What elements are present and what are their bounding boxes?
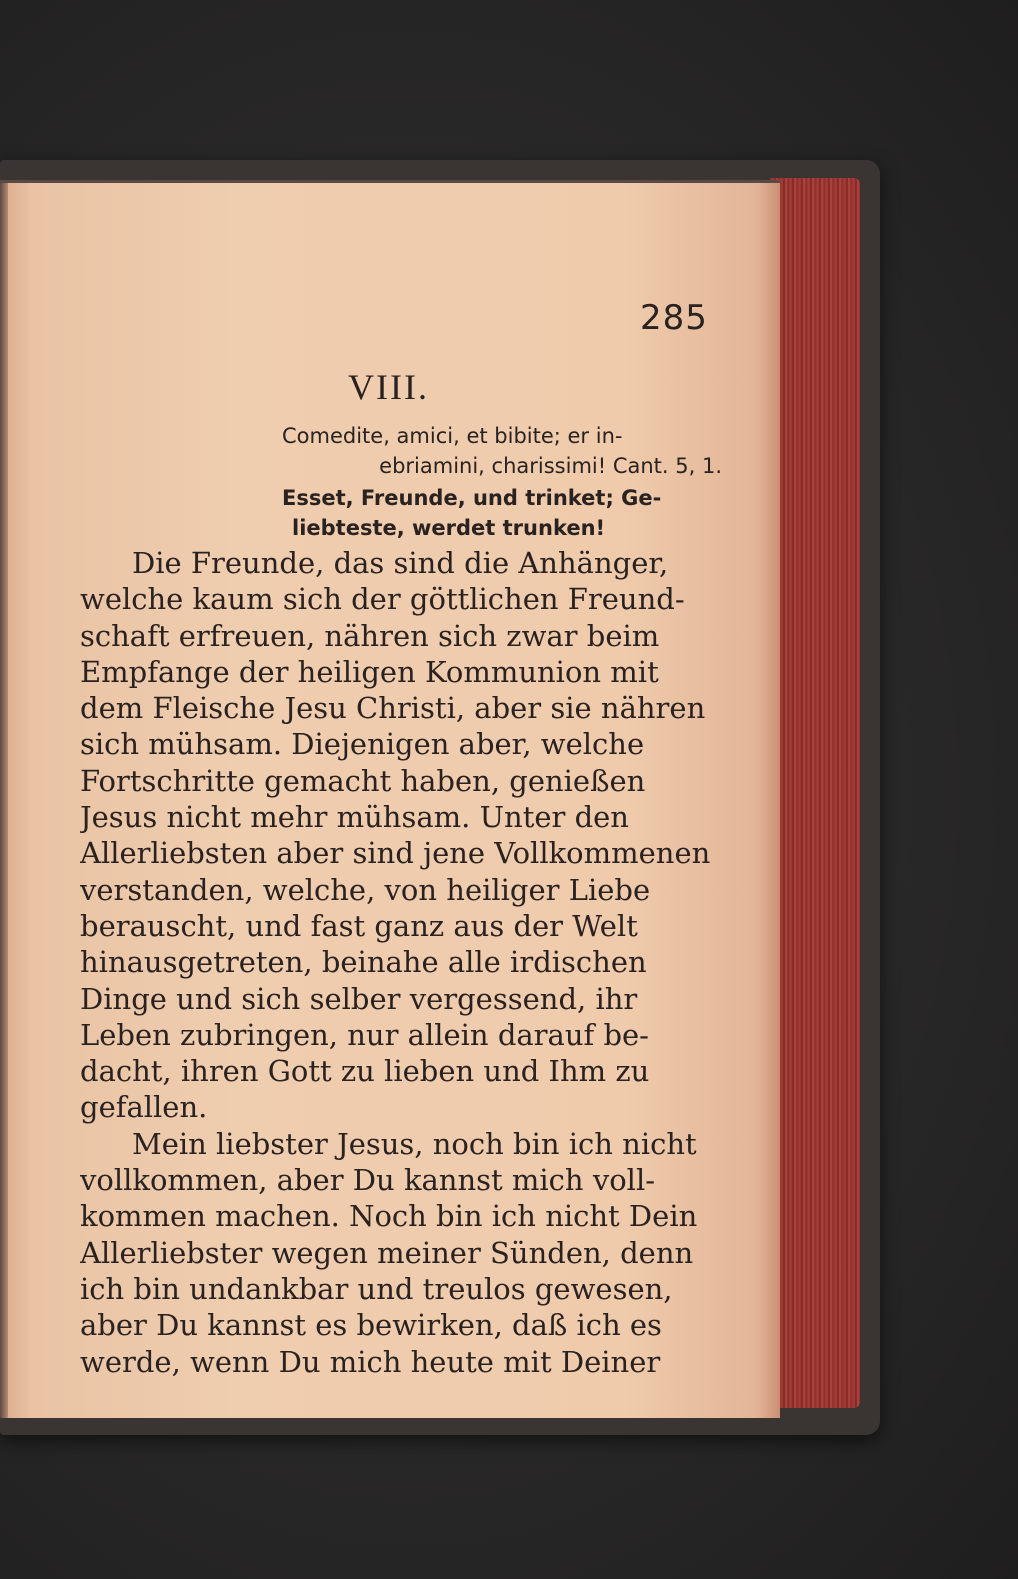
paragraph-2 (80, 1126, 720, 1380)
german-quote (282, 483, 722, 543)
text-line: vollkommen, aber Du kannst mich voll- (80, 1163, 656, 1198)
german-quote-line-1: Esset, Freunde, und trinket; Ge- (282, 486, 662, 510)
text-line: dem Fleische Jesu Christi, aber sie nähren (80, 691, 706, 726)
text-line: Fortschritte gemacht haben, genießen (80, 763, 646, 798)
text-line: werde, wenn Du mich heute mit Deiner (80, 1344, 661, 1379)
latin-quote-line-2: ebriamini, charissimi! Cant. 5, 1. (379, 454, 722, 478)
german-quote-line-2: liebteste, werdet trunken! (292, 516, 606, 540)
section-title: VIII. (348, 367, 429, 407)
text-line: Dinge und sich selber vergessend, ihr (80, 981, 638, 1016)
text-line: berauscht, und fast ganz aus der Welt (80, 908, 638, 943)
page-gutter (0, 183, 8, 1418)
text-line: ich bin undankbar und treulos gewesen, (80, 1271, 673, 1306)
text-line: sich mühsam. Diejenigen aber, welche (80, 727, 645, 762)
book (0, 160, 880, 1435)
paragraph-1 (80, 545, 720, 1126)
text-line: Allerliebsten aber sind jene Vollkommenen (80, 836, 711, 871)
text-line: Jesus nicht mehr mühsam. Unter den (80, 800, 629, 835)
red-page-edges (770, 178, 860, 1408)
text-line: Empfange der heiligen Kommunion mit (80, 654, 659, 689)
text-line: welche kaum sich der göttlichen Freund- (80, 582, 685, 617)
page-number: 285 (640, 298, 708, 338)
book-page (0, 180, 780, 1418)
text-line: Mein liebster Jesus, noch bin ich nicht (132, 1126, 697, 1161)
text-line: aber Du kannst es bewirken, daß ich es (80, 1308, 662, 1343)
text-line: Die Freunde, das sind die Anhänger, (132, 546, 669, 580)
text-line: Allerliebster wegen meiner Sünden, denn (80, 1235, 694, 1270)
latin-quote-line-1: Comedite, amici, et bibite; er in- (282, 424, 623, 448)
text-line: dacht, ihren Gott zu lieben und Ihm zu (80, 1054, 650, 1089)
text-line: Leben zubringen, nur allein darauf be- (80, 1017, 649, 1052)
text-line: verstanden, welche, von heiliger Liebe (80, 872, 651, 907)
text-line: gefallen. (80, 1090, 208, 1125)
latin-quote (282, 421, 722, 481)
text-line: schaft erfreuen, nähren sich zwar beim (80, 618, 660, 653)
text-line: kommen machen. Noch bin ich nicht Dein (80, 1199, 698, 1234)
body-text (80, 545, 720, 1380)
text-line: hinausgetreten, beinahe alle irdischen (80, 945, 647, 980)
